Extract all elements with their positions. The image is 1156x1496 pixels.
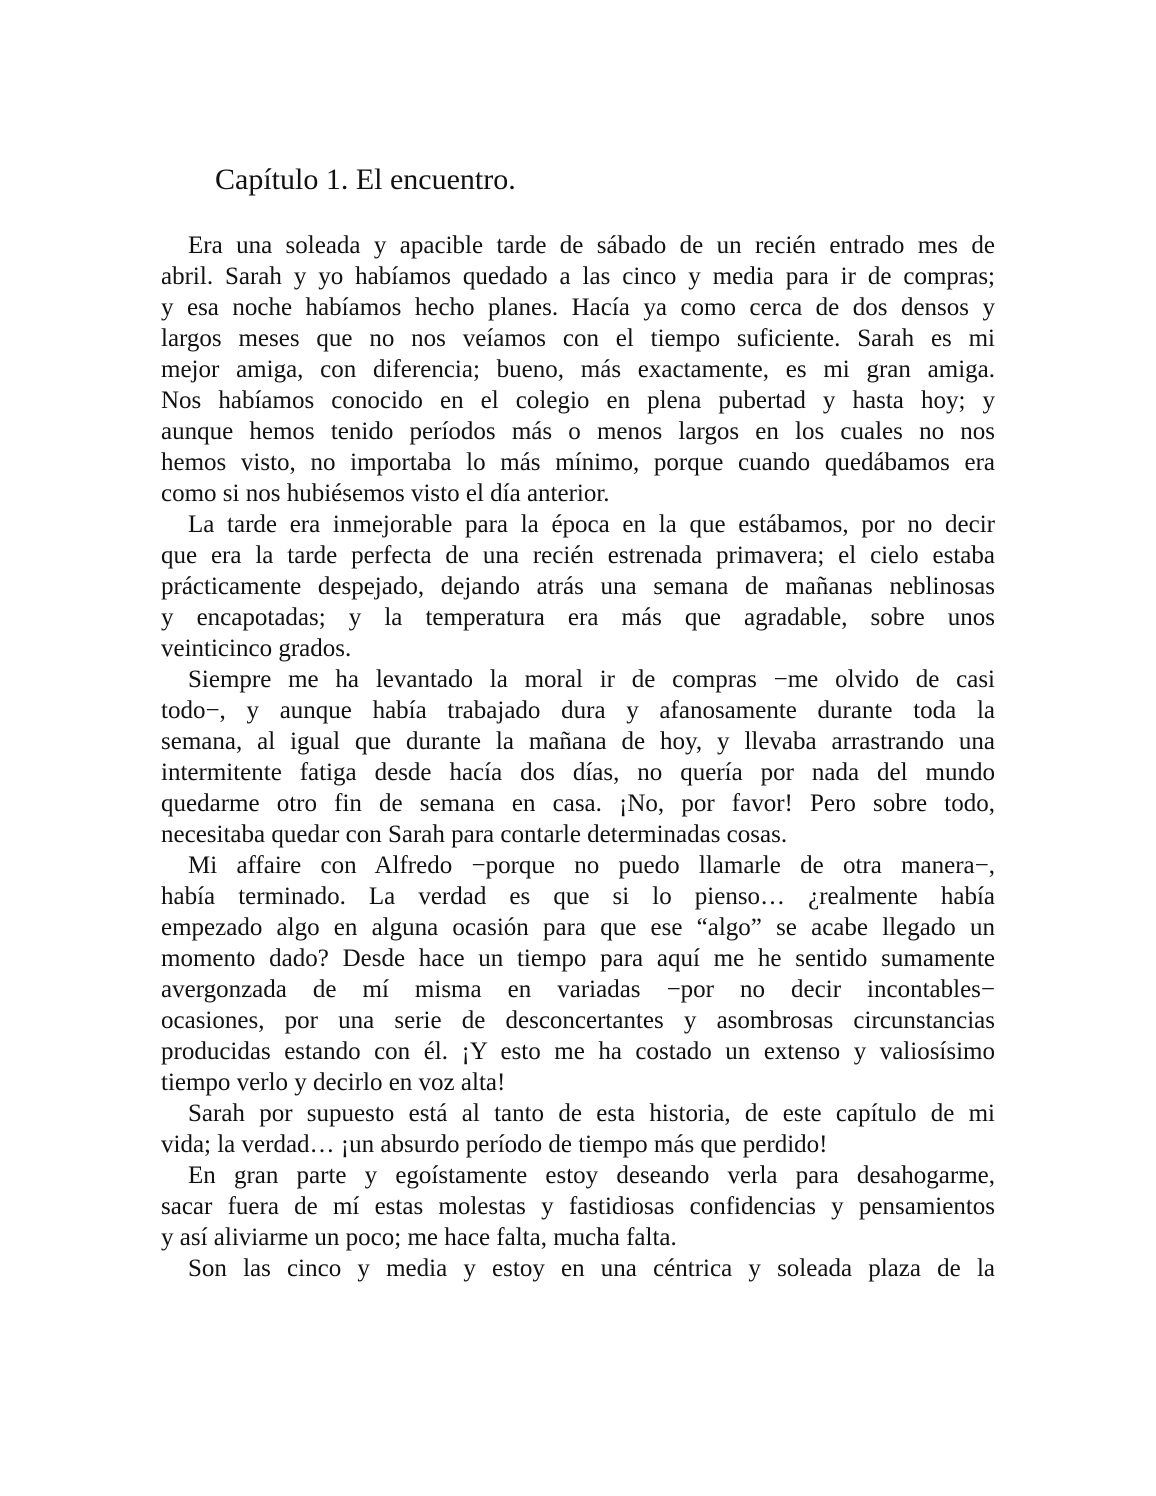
text-line: necesitaba quedar con Sarah para contarle determinadas cosas. [161,821,788,848]
paragraph [161,230,995,509]
paragraph [161,664,995,850]
body-text [161,230,995,1284]
text-line: sacar fuera de mí estas molestas y fastidiosas confidencias y pensamientos [161,1193,995,1220]
text-line: Nos habíamos conocido en el colegio en plena pubertad y hasta hoy; y [161,387,995,414]
chapter-title: Capítulo 1. El encuentro. [215,163,516,196]
text-line: veinticinco grados. [161,635,352,662]
paragraph [161,509,995,664]
text-line: mejor amiga, con diferencia; bueno, más exactamente, es mi gran amiga. [161,356,995,383]
text-line: producidas estando con él. ¡Y esto me ha costado un extenso y valiosísimo [161,1038,995,1065]
text-line: Sarah por supuesto está al tanto de esta historia, de este capítulo de mi [188,1100,995,1127]
text-line: empezado algo en alguna ocasión para que ese “algo” se acabe llegado un [161,914,995,941]
text-line: ocasiones, por una serie de desconcertantes y asombrosas circunstancias [161,1007,995,1034]
paragraph [161,1160,995,1253]
text-line: semana, al igual que durante la mañana de hoy, y llevaba arrastrando una [161,728,995,755]
text-line: hemos visto, no importaba lo más mínimo, porque cuando quedábamos era [161,449,995,476]
text-line: y encapotadas; y la temperatura era más que agradable, sobre unos [161,604,995,631]
text-line: prácticamente despejado, dejando atrás una semana de mañanas neblinosas [161,573,995,600]
text-line: La tarde era inmejorable para la época en la que estábamos, por no decir [188,511,995,538]
text-line: avergonzada de mí misma en variadas −por no decir incontables− [161,976,995,1003]
text-line: y esa noche habíamos hecho planes. Hacía ya como cerca de dos densos y [161,294,995,321]
text-line: largos meses que no nos veíamos con el tiempo suficiente. Sarah es mi [161,325,995,352]
text-line: Era una soleada y apacible tarde de sábado de un recién entrado mes de [188,232,995,259]
text-line: todo−, y aunque había trabajado dura y afanosamente durante toda la [161,697,995,724]
text-line: quedarme otro fin de semana en casa. ¡No, por favor! Pero sobre todo, [161,790,995,817]
paragraph [161,850,995,1098]
text-line: Siempre me ha levantado la moral ir de compras −me olvido de casi [188,666,995,693]
text-line: abril. Sarah y yo habíamos quedado a las cinco y media para ir de compras; [161,263,995,290]
text-line: había terminado. La verdad es que si lo pienso… ¿realmente había [161,883,995,910]
text-line: como si nos hubiésemos visto el día anterior. [161,480,610,507]
text-line: intermitente fatiga desde hacía dos días, no quería por nada del mundo [161,759,995,786]
text-line: tiempo verlo y decirlo en voz alta! [161,1069,506,1096]
text-line: vida; la verdad… ¡un absurdo período de tiempo más que perdido! [161,1131,828,1158]
text-line: Son las cinco y media y estoy en una céntrica y soleada plaza de la [188,1255,995,1282]
text-line: que era la tarde perfecta de una recién estrenada primavera; el cielo estaba [161,542,995,569]
text-line: Mi affaire con Alfredo −porque no puedo llamarle de otra manera−, [188,852,995,879]
paragraph [161,1098,995,1160]
paragraph [161,1253,995,1284]
text-line: En gran parte y egoístamente estoy deseando verla para desahogarme, [188,1162,995,1189]
text-line: y así aliviarme un poco; me hace falta, mucha falta. [161,1224,677,1251]
text-line: aunque hemos tenido períodos más o menos largos en los cuales no nos [161,418,995,445]
text-line: momento dado? Desde hace un tiempo para aquí me he sentido sumamente [161,945,995,972]
